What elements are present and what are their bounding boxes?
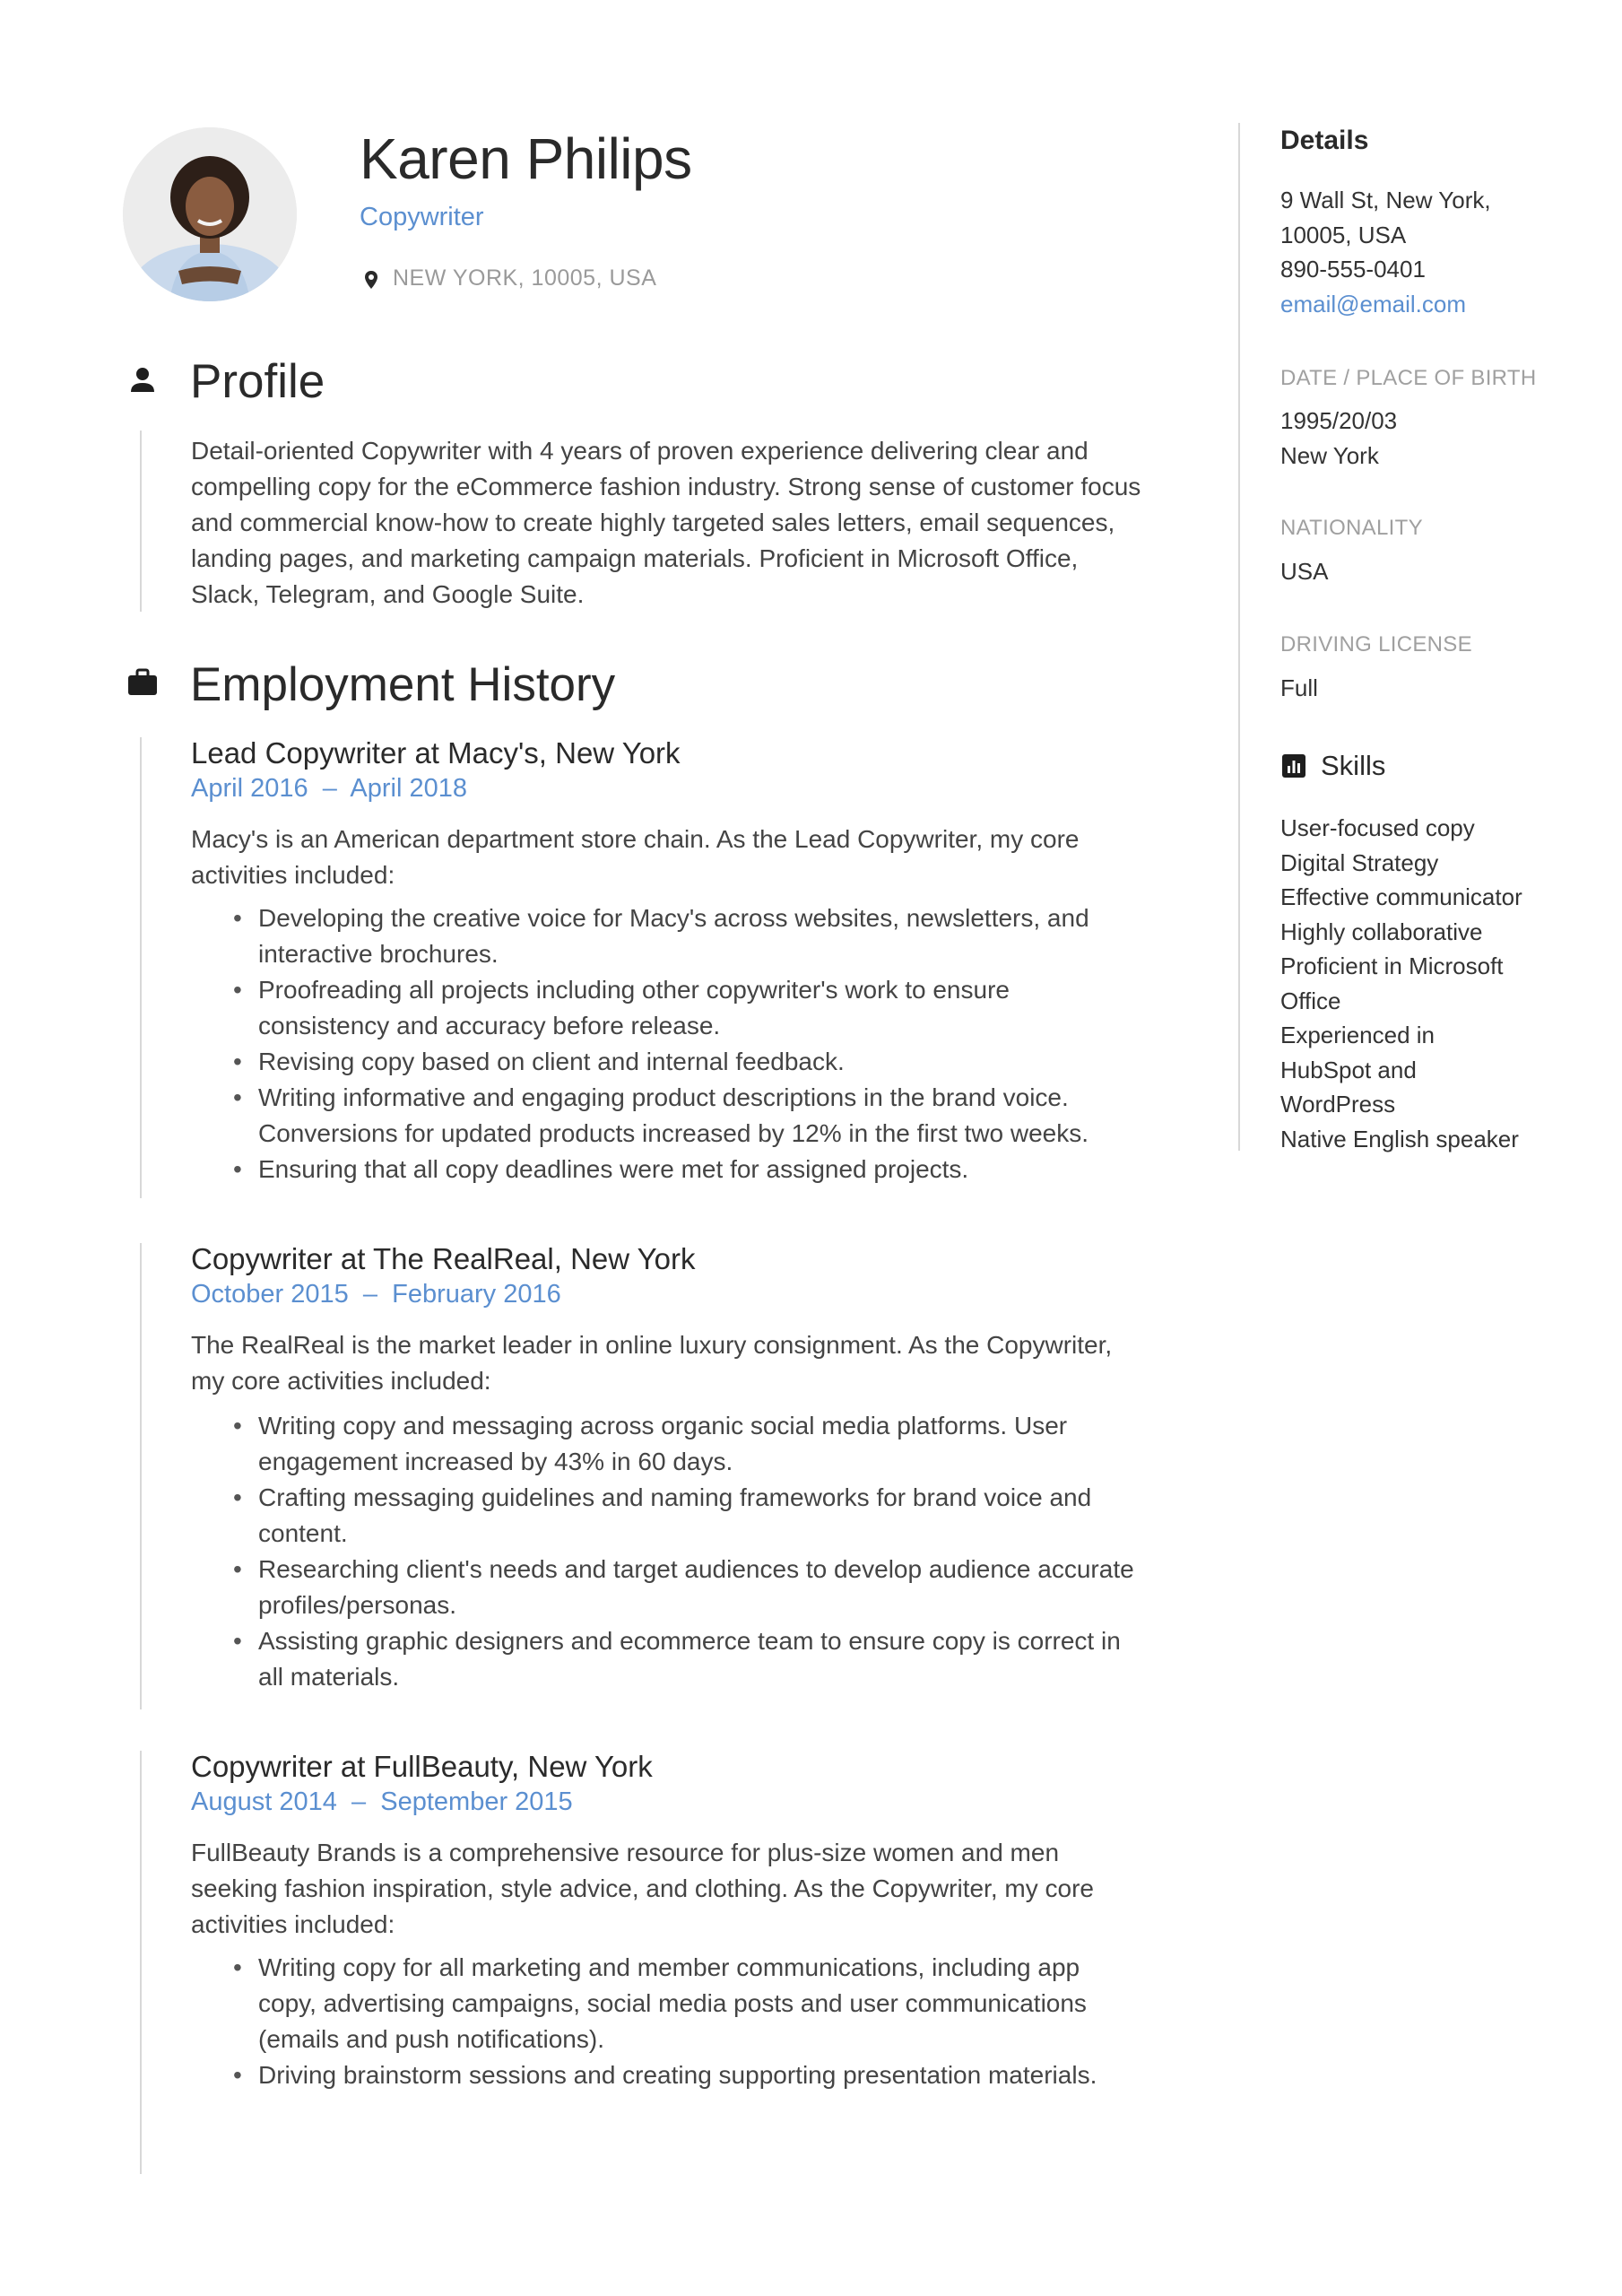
- contact-block: [1280, 183, 1549, 321]
- skill-line: Office: [1280, 987, 1341, 1014]
- job-intro-line: my core activities included:: [191, 1367, 491, 1395]
- birth-label: DATE / PLACE OF BIRTH: [1280, 366, 1537, 390]
- location-pin-icon: [360, 269, 382, 291]
- job-intro-line: FullBeauty Brands is a comprehensive resource for plus-size women and men: [191, 1839, 1060, 1866]
- skill-line: HubSpot and: [1280, 1056, 1417, 1083]
- profile-heading: Profile: [190, 355, 325, 408]
- bar-chart-icon: [1281, 753, 1306, 778]
- job-dates: [191, 1280, 1195, 1309]
- date-separator: –: [362, 1280, 377, 1309]
- job-bullets: [191, 1408, 1195, 1695]
- date-separator: –: [322, 774, 337, 803]
- list-item: [258, 1408, 1195, 1480]
- job-intro-line: activities included:: [191, 1910, 395, 1938]
- job-entry: [191, 1750, 1195, 2093]
- bullet-line: Conversions for updated products increased by 12% in the first two weeks.: [258, 1119, 1089, 1147]
- bullet-line: • Crafting messaging guidelines and naming frameworks for brand voice and: [258, 1483, 1092, 1511]
- job-start-date: October 2015: [191, 1280, 349, 1309]
- job-end-date: September 2015: [380, 1787, 573, 1816]
- job-intro: [191, 1327, 1195, 1399]
- bullet-line: interactive brochures.: [258, 940, 499, 968]
- profile-rule: [140, 430, 142, 612]
- birth-block: [1280, 404, 1549, 473]
- profile-line: Slack, Telegram, and Google Suite.: [191, 580, 585, 608]
- job-entry: [191, 736, 1195, 1187]
- bullet-line: • Developing the creative voice for Macy's across websites, newsletters, and: [258, 904, 1089, 932]
- bullet-line: • Assisting graphic designers and ecommerce team to ensure copy is correct in: [258, 1627, 1121, 1655]
- bullet-line: engagement increased by 43% in 60 days.: [258, 1448, 733, 1475]
- email-link[interactable]: email@email.com: [1280, 290, 1466, 317]
- job-end-date: April 2018: [350, 774, 467, 803]
- bullet-line: • Ensuring that all copy deadlines were met for assigned projects.: [258, 1155, 969, 1183]
- phone-number: 890-555-0401: [1280, 256, 1426, 283]
- skill-line: WordPress: [1280, 1091, 1396, 1118]
- bullet-line: • Driving brainstorm sessions and creating supporting presentation materials.: [258, 2061, 1097, 2089]
- license-label: DRIVING LICENSE: [1280, 632, 1472, 657]
- skill-line: Native English speaker: [1280, 1125, 1519, 1152]
- avatar: [123, 127, 297, 301]
- list-item: [258, 1552, 1195, 1623]
- date-separator: –: [351, 1787, 367, 1816]
- job-intro-line: The RealReal is the market leader in online luxury consignment. As the Copywriter,: [191, 1331, 1113, 1359]
- bullet-line: (emails and push notifications).: [258, 2025, 604, 2053]
- bullet-line: copy, advertising campaigns, social media posts and user communications: [258, 1989, 1087, 2017]
- job-intro: [191, 1835, 1195, 1943]
- job-dates: [191, 1787, 1195, 1817]
- job-intro-line: Macy's is an American department store chain. As the Lead Copywriter, my core: [191, 825, 1080, 853]
- job-intro-line: activities included:: [191, 861, 395, 889]
- bullet-line: • Writing copy for all marketing and member communications, including app: [258, 1953, 1080, 1981]
- skill-line: Proficient in Microsoft: [1280, 952, 1504, 979]
- bullet-line: • Researching client's needs and target audiences to develop audience accurate: [258, 1555, 1134, 1583]
- list-item: [258, 1623, 1195, 1695]
- birth-date: 1995/20/03: [1280, 407, 1398, 434]
- job-entry: [191, 1242, 1195, 1695]
- profile-line: landing pages, and marketing campaign materials. Proficient in Microsoft Office,: [191, 544, 1079, 572]
- person-icon: [126, 363, 160, 397]
- job-start-date: April 2016: [191, 774, 308, 803]
- candidate-location: NEW YORK, 10005, USA: [393, 265, 657, 291]
- skill-line: Digital Strategy: [1280, 848, 1439, 876]
- job-title: Copywriter at The RealReal, New York: [191, 1242, 696, 1275]
- profile-line: compelling copy for the eCommerce fashion industry. Strong sense of customer focus: [191, 473, 1141, 500]
- nationality-value: USA: [1280, 558, 1329, 585]
- skills-heading: Skills: [1321, 750, 1386, 781]
- skills-list: [1280, 811, 1549, 1156]
- list-item: [258, 1480, 1195, 1552]
- bullet-line: content.: [258, 1519, 348, 1547]
- list-item: [258, 900, 1195, 972]
- briefcase-icon: [126, 665, 160, 700]
- skill-line: User-focused copy: [1280, 814, 1475, 841]
- bullet-line: profiles/personas.: [258, 1591, 457, 1619]
- job-bullets: [191, 1950, 1195, 2093]
- list-item: [258, 2057, 1195, 2093]
- list-item: [258, 1950, 1195, 2057]
- job-start-date: August 2014: [191, 1787, 337, 1816]
- candidate-name: Karen Philips: [360, 126, 692, 191]
- job-end-date: February 2016: [392, 1280, 561, 1309]
- bullet-line: consistency and accuracy before release.: [258, 1012, 721, 1039]
- candidate-title: Copywriter: [360, 203, 484, 231]
- list-item: [258, 1044, 1195, 1080]
- job-title: Lead Copywriter at Macy's, New York: [191, 736, 681, 770]
- job-rule: [140, 1243, 142, 1709]
- bullet-line: • Writing informative and engaging product descriptions in the brand voice.: [258, 1083, 1069, 1111]
- skill-line: Experienced in: [1280, 1022, 1435, 1048]
- job-dates: [191, 774, 1195, 804]
- job-intro: [191, 822, 1195, 893]
- job-title: Copywriter at FullBeauty, New York: [191, 1750, 653, 1783]
- bullet-line: • Proofreading all projects including other copywriter's work to ensure: [258, 976, 1010, 1004]
- list-item: [258, 1080, 1195, 1152]
- license-value: Full: [1280, 674, 1318, 701]
- bullet-line: • Revising copy based on client and internal feedback.: [258, 1048, 845, 1075]
- job-rule: [140, 1751, 142, 2174]
- birth-place: New York: [1280, 441, 1379, 469]
- skill-line: Effective communicator: [1280, 883, 1522, 910]
- address-line: 9 Wall St, New York,: [1280, 187, 1491, 213]
- profile-line: Detail-oriented Copywriter with 4 years of proven experience delivering clear and: [191, 437, 1089, 465]
- column-divider: [1238, 123, 1240, 1151]
- bullet-line: • Writing copy and messaging across organic social media platforms. User: [258, 1412, 1068, 1439]
- job-bullets: [191, 900, 1195, 1187]
- profile-line: and commercial know-how to create highly targeted sales letters, email sequences,: [191, 509, 1115, 536]
- nationality-label: NATIONALITY: [1280, 516, 1423, 540]
- list-item: [258, 972, 1195, 1044]
- job-rule: [140, 737, 142, 1198]
- list-item: [258, 1152, 1195, 1187]
- address-line: 10005, USA: [1280, 221, 1407, 248]
- employment-heading: Employment History: [190, 658, 616, 711]
- bullet-line: all materials.: [258, 1663, 400, 1691]
- profile-summary: [191, 433, 1141, 613]
- details-heading: Details: [1280, 126, 1369, 155]
- job-intro-line: seeking fashion inspiration, style advice, and clothing. As the Copywriter, my core: [191, 1874, 1094, 1902]
- skill-line: Highly collaborative: [1280, 918, 1483, 945]
